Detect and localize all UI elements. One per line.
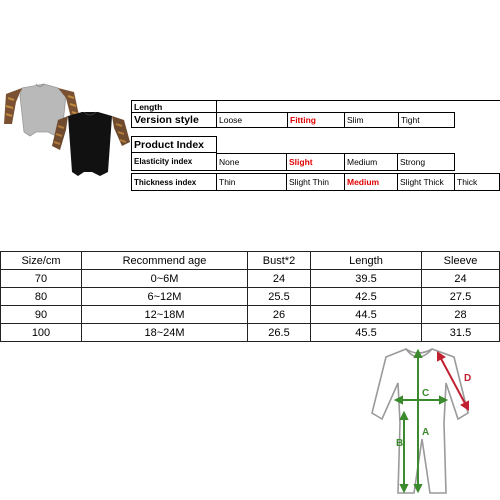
elasticity-row (131, 153, 500, 171)
cell-bust: 25.5 (248, 288, 311, 306)
cell-length: 42.5 (311, 288, 422, 306)
cell-age: 18~24M (82, 324, 248, 342)
cell-sleeve: 31.5 (422, 324, 500, 342)
elasticity-option-slight: Slight (287, 153, 345, 171)
elasticity-option-strong: Strong (398, 153, 455, 171)
cell-sleeve: 27.5 (422, 288, 500, 306)
header-length: Length (311, 252, 422, 270)
header-size: Size/cm (1, 252, 82, 270)
thickness-option-medium: Medium (345, 173, 398, 191)
table-row (1, 288, 500, 306)
label-c: C (422, 388, 430, 399)
version-style-row (131, 112, 500, 128)
cell-size: 80 (1, 288, 82, 306)
cell-age: 6~12M (82, 288, 248, 306)
measurement-diagram (360, 343, 500, 500)
header-sleeve: Sleeve (422, 252, 500, 270)
version-option-slim: Slim (345, 112, 398, 128)
arrow-a (415, 351, 421, 491)
cell-length: 45.5 (311, 324, 422, 342)
cell-size: 70 (1, 270, 82, 288)
romper-outline (372, 349, 468, 493)
product-index-title: Product Index (131, 136, 217, 153)
product-index-header-row (131, 136, 500, 153)
cell-size: 100 (1, 324, 82, 342)
cell-sleeve: 24 (422, 270, 500, 288)
product-index-table (131, 100, 500, 191)
label-d: D (464, 373, 472, 384)
thickness-row (131, 173, 500, 191)
version-style-label: Version style (131, 112, 217, 128)
size-chart-table (0, 251, 500, 342)
elasticity-label: Elasticity index (131, 153, 217, 171)
cell-size: 90 (1, 306, 82, 324)
thickness-option-slight-thick: Slight Thick (398, 173, 455, 191)
elasticity-option-none: None (217, 153, 287, 171)
black-romper (52, 112, 130, 176)
thickness-label: Thickness index (131, 173, 217, 191)
table-row (1, 270, 500, 288)
thickness-option-thin: Thin (217, 173, 287, 191)
cell-length: 44.5 (311, 306, 422, 324)
cell-bust: 26 (248, 306, 311, 324)
header-bust: Bust*2 (248, 252, 311, 270)
table-row (1, 306, 500, 324)
label-b: B (396, 438, 404, 449)
cell-age: 0~6M (82, 270, 248, 288)
label-a: A (422, 427, 430, 438)
grey-romper (4, 84, 80, 136)
version-option-tight: Tight (398, 112, 455, 128)
cell-bust: 24 (248, 270, 311, 288)
header-recommend-age: Recommend age (82, 252, 248, 270)
arrow-c (396, 397, 446, 403)
size-chart-header-row (1, 252, 500, 270)
version-option-fitting: Fitting (287, 112, 345, 128)
arrow-b (401, 413, 407, 491)
cell-bust: 26.5 (248, 324, 311, 342)
cell-age: 12~18M (82, 306, 248, 324)
length-label: Length (131, 100, 217, 112)
product-photo (0, 80, 132, 182)
version-option-loose: Loose (217, 112, 287, 128)
length-row (131, 100, 500, 112)
elasticity-option-medium: Medium (345, 153, 398, 171)
cell-length: 39.5 (311, 270, 422, 288)
thickness-option-thick: Thick (455, 173, 500, 191)
thickness-option-slight-thin: Slight Thin (287, 173, 345, 191)
cell-sleeve: 28 (422, 306, 500, 324)
table-row (1, 324, 500, 342)
